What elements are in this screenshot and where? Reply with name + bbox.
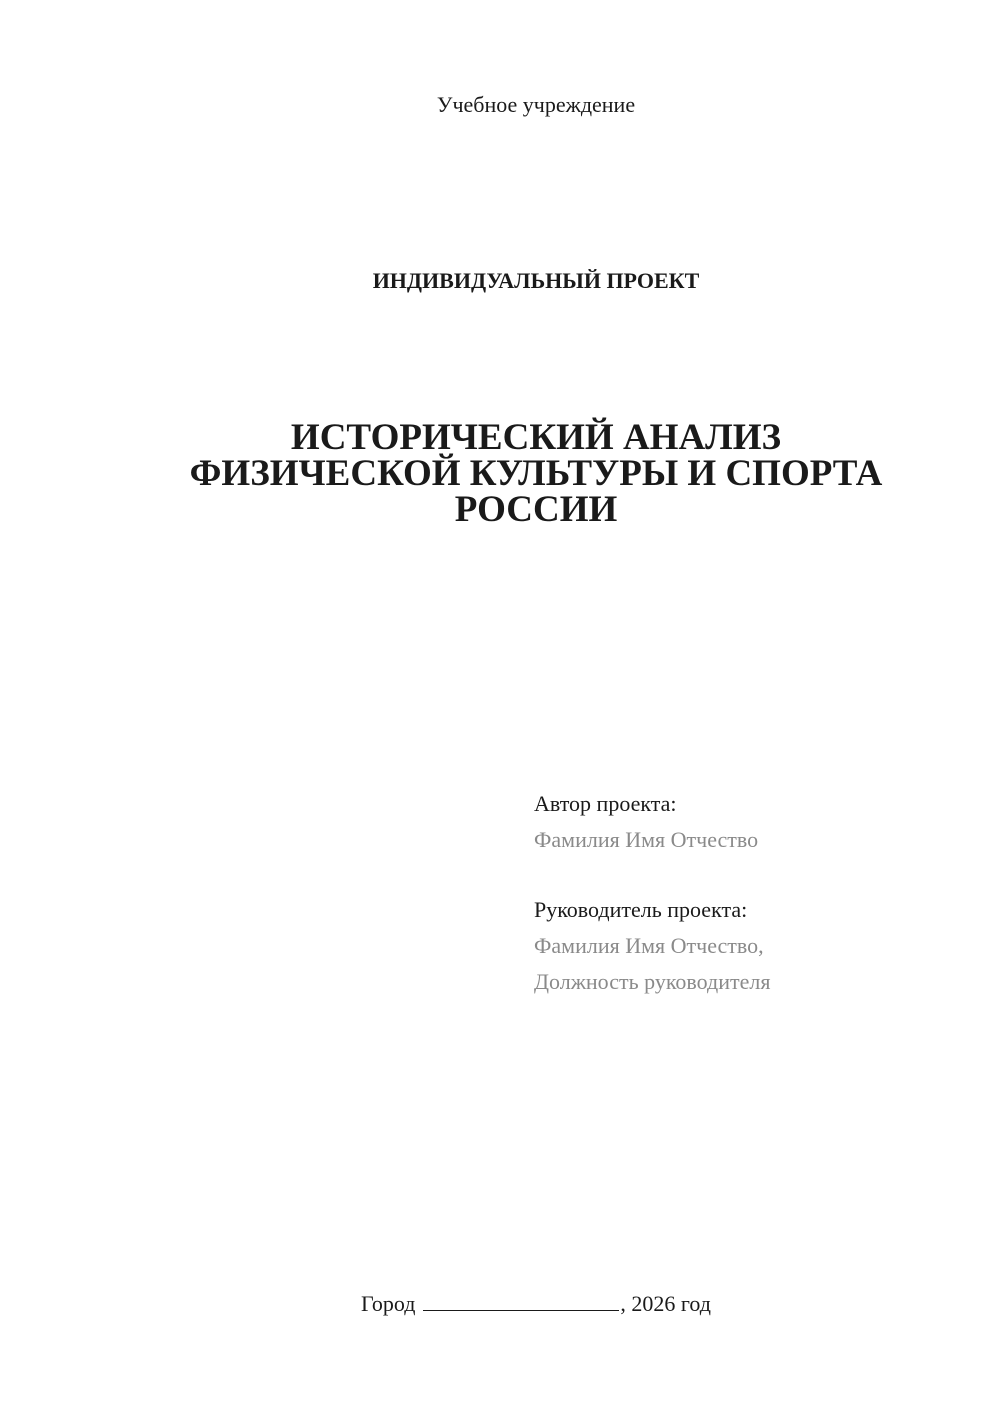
year-text: , 2026 год — [620, 1291, 711, 1316]
author-name: Фамилия Имя Отчество — [534, 827, 759, 852]
institution-name: Учебное учреждение — [436, 92, 636, 117]
spacer — [534, 858, 974, 892]
title-line: ИСТОРИЧЕСКИЙ АНАЛИЗ — [290, 417, 782, 458]
supervisor-label: Руководитель проекта: — [534, 897, 748, 922]
credits-block — [534, 786, 974, 1000]
supervisor-name: Фамилия Имя Отчество, — [534, 933, 764, 958]
document-title — [100, 417, 972, 530]
document-type: ИНДИВИДУАЛЬНЫЙ ПРОЕКТ — [372, 268, 700, 293]
city-year-line — [0, 1288, 1000, 1319]
author-label: Автор проекта: — [534, 791, 677, 816]
supervisor-position: Должность руководителя — [534, 969, 771, 994]
title-line: ФИЗИЧЕСКОЙ КУЛЬТУРЫ И СПОРТА — [189, 453, 883, 494]
title-line: РОССИИ — [454, 489, 618, 530]
city-blank-line — [423, 1288, 619, 1311]
city-label: Город — [361, 1291, 416, 1316]
